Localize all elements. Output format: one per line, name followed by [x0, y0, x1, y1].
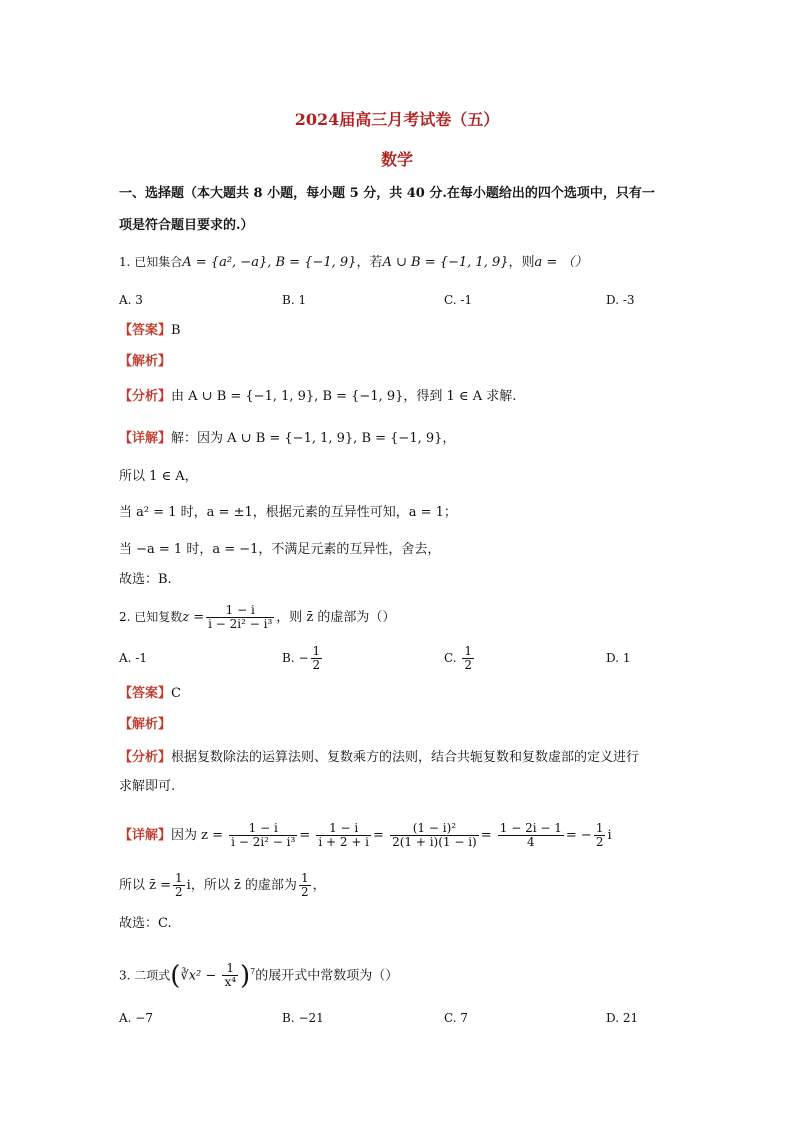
question-1-set-b: , B = {−1, 9}: [267, 255, 357, 270]
question-2-fenxi-line2: 求解即可.: [119, 779, 176, 794]
question-1-xiangjie: [119, 429, 455, 449]
question-1-union: A ∪ B = {−1, 1, 9}: [382, 255, 509, 270]
question-1-stem: [119, 252, 587, 273]
question-1-answer: [119, 321, 181, 341]
question-1-mid: ，若: [356, 255, 383, 270]
question-2-step-so: 所以 z̄ = $\frac{1}{2}$ i，所以 z̄ 的虚部为 $\frac{1}{2}$ ，: [119, 871, 326, 899]
document-title: 2024届高三月考试卷（五）: [294, 110, 500, 129]
answer-tag: 【答案】: [119, 323, 172, 338]
question-2-option-b: B. − $\frac{1}{2}$: [282, 644, 321, 672]
xiangjie-tag: 【详解】: [119, 431, 172, 446]
question-1-set-a: A = {a², −a}: [182, 255, 268, 270]
question-2-option-a: A. -1: [119, 651, 147, 665]
question-2-option-d: D. 1: [606, 651, 631, 665]
question-1-then: ，则: [508, 255, 535, 270]
question-2-choice: 故选：C.: [119, 916, 172, 931]
question-1-prefix: 1. 已知集合: [119, 255, 183, 269]
question-1-option-a: A. 3: [119, 293, 143, 307]
question-1-fenxi: [119, 387, 516, 407]
question-2-prefix: 2. 已知复数: [119, 610, 183, 624]
question-3-option-d: D. 21: [606, 1011, 639, 1025]
question-2-analysis-tag: 【解析】: [119, 717, 172, 732]
question-2-option-c: C. $\frac{1}{2}$: [444, 644, 473, 672]
question-1-analysis-tag: 【解析】: [119, 354, 172, 369]
question-1-step-so: 所以 1 ∈ A，: [119, 469, 198, 484]
question-2-stem: [119, 602, 395, 633]
question-1-fenxi-text: 由 A ∪ B = {−1, 1, 9}, B = {−1, 9}，得到 1 ∈ A 求解.: [171, 389, 517, 404]
question-2-z: z =: [182, 610, 205, 625]
section-heading-line2: 项是符合题目要求的.）: [119, 218, 254, 233]
question-1-option-c: C. -1: [444, 293, 473, 307]
question-2-fenxi-line1: 【分析】根据复数除法的运算法则、复数乘方的法则，结合共轭复数和复数虚部的定义进行: [119, 750, 640, 765]
question-3-option-b: B. −21: [282, 1011, 324, 1025]
question-2-xiangjie: 【详解】因为 z = $\frac{1 - i}{\text{i − 2i² − i³}}$ = $\frac{1 - i}{i + 2 + i}$ = $\frac{\text{(1 − i)²}}{2(1 + i)(1 - i)}$ = $\frac{1 - 2i - 1}{4}$ = − $\frac{1}{2}$ i: [119, 821, 612, 849]
question-1-choice: 故选：B.: [119, 572, 172, 587]
question-1-option-b: B. 1: [282, 293, 307, 307]
section-heading-line1: 一、选择题（本大题共 8 小题，每小题 5 分，共 40 分.在每小题给出的四个选项中，只有一: [119, 186, 655, 201]
fenxi-tag: 【分析】: [119, 389, 172, 404]
question-1-step-case1: 当 a² = 1 时，a = ±1，根据元素的互异性可知，a = 1；: [119, 505, 457, 520]
question-1-option-d: D. -3: [606, 293, 635, 307]
subject-title: 数学: [380, 150, 413, 169]
question-2-answer: 【答案】C: [119, 686, 181, 701]
question-2-suffix: ，则 z̄ 的虚部为（）: [276, 610, 396, 625]
question-1-xiangjie-text: 解：因为 A ∪ B = {−1, 1, 9}, B = {−1, 9}，: [171, 431, 456, 446]
question-3-stem: 3. 二项式(∛x² − $\frac{1}{\text{x⁴}}$ )$^7$的展开式中常数项为（）: [119, 960, 399, 991]
question-2-fraction: $\frac{1 - i}{\text{i − 2i² − i³}}$: [208, 603, 273, 631]
question-1-ask: a = （）: [534, 255, 588, 270]
question-1-step-case2: 当 −a = 1 时，a = −1，不满足元素的互异性，舍去，: [119, 542, 441, 557]
question-3-option-a: A. −7: [119, 1011, 153, 1025]
question-1-answer-value: B: [171, 323, 181, 338]
question-3-option-c: C. 7: [444, 1011, 469, 1025]
